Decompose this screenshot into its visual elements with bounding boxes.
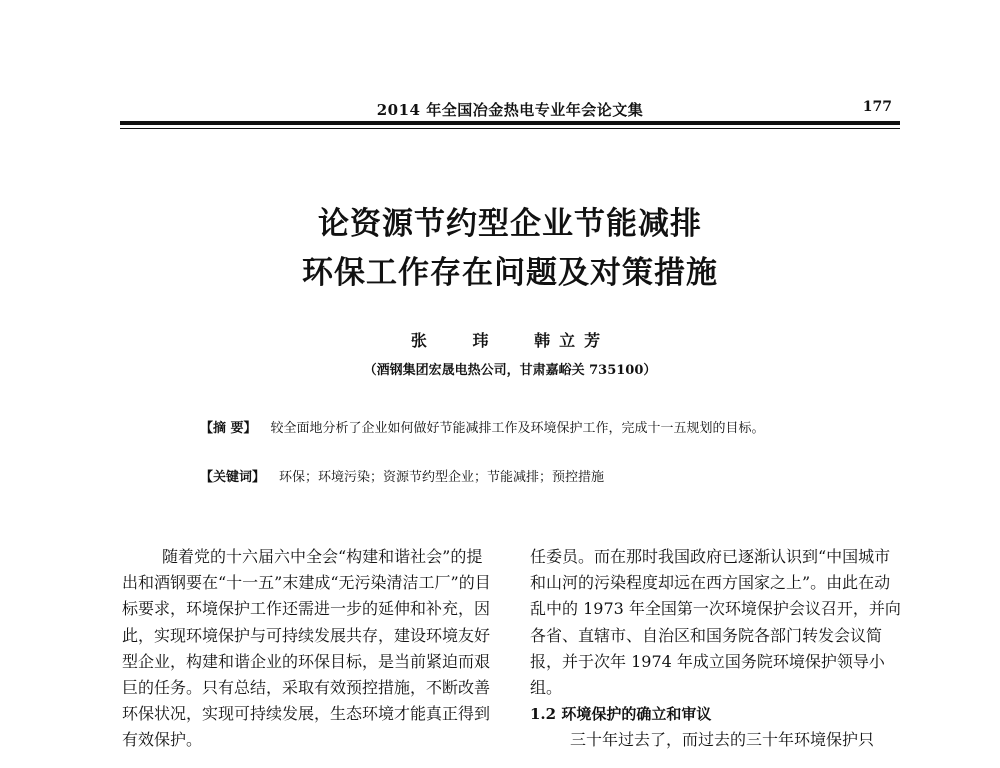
affiliation: （酒钢集团宏晟电热公司，甘肃嘉峪关 735100） — [363, 363, 657, 378]
title-line-1: 论资源节约型企业节能减排 — [318, 206, 702, 242]
header-rule-thin — [120, 128, 900, 129]
article-title — [120, 200, 900, 298]
keywords-label: 【关键词】 — [200, 470, 266, 485]
body-paragraph-continued: 任委员。而在那时我国政府已逐渐认识到“中国城市和山河的污染程度却远在西方国家之上”。由此在动乱中的 1973 年全国第一次环境保护会议召开，并向各省、直辖市、自治区和国务院各部门转发会议简报，并于次年 1974 年成立国务院环境保护领导小组。 — [530, 547, 901, 698]
body-paragraph: 三十年过去了，而过去的三十年环境保护只 — [570, 730, 875, 750]
header-rule-thick — [120, 121, 900, 125]
authors: 张 玮 韩立芳 — [410, 331, 610, 350]
body-right-column — [530, 544, 902, 754]
abstract-label: 【摘 要】 — [200, 421, 257, 436]
running-title: 2014 年全国冶金热电专业年会论文集 — [376, 101, 644, 119]
keywords — [200, 466, 860, 490]
page-number: 177 — [862, 99, 892, 115]
body-paragraph: 随着党的十六届六中全会“构建和谐社会”的提出和酒钢要在“十一五”末建成“无污染清洁工厂”的目标要求，环境保护工作还需进一步的延伸和补充，因此，实现环境保护与可持续发展共存，建设环境友好型企业，构建和谐企业的环保目标，是当前紧迫而艰巨的任务。只有总结，采取有效预控措施，不断改善环保状况，实现可持续发展，生态环境才能真正得到有效保护。 — [122, 547, 491, 750]
abstract — [170, 417, 860, 441]
title-line-2: 环保工作存在问题及对策措施 — [302, 255, 718, 291]
keywords-text: 环保；环境污染；资源节约型企业；节能减排；预控措施 — [279, 470, 605, 485]
body-left-column — [122, 544, 497, 754]
section-heading: 1.2 环境保护的确立和审议 — [530, 705, 712, 724]
abstract-text: 较全面地分析了企业如何做好节能减排工作及环境保护工作，完成十一五规划的目标。 — [270, 421, 765, 436]
